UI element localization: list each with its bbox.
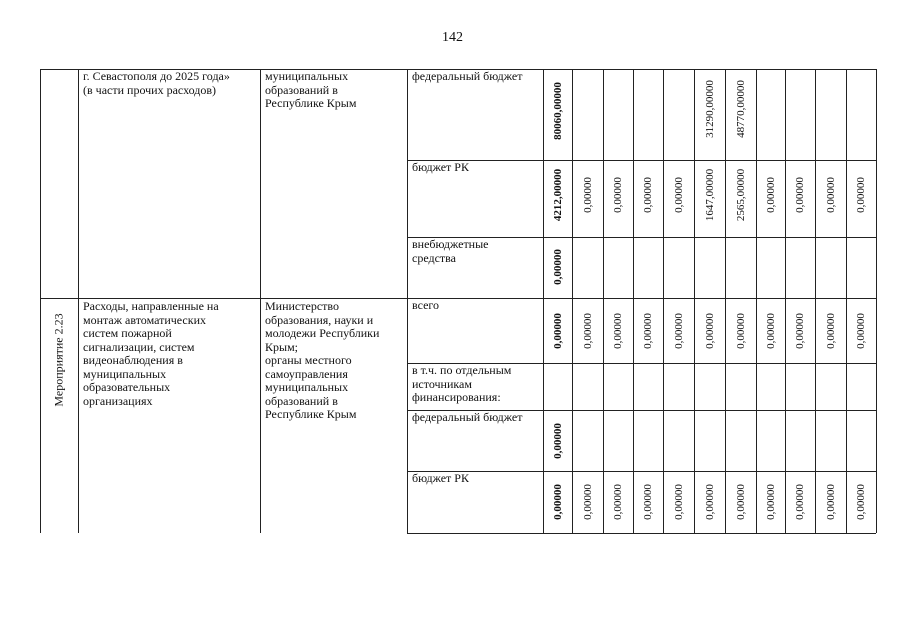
year-value: 1647,00000: [703, 168, 716, 222]
column-rule: [78, 69, 79, 298]
column-rule: [633, 69, 634, 298]
total-value: 0,00000: [551, 312, 564, 349]
year-value: 31290,00000: [703, 80, 716, 138]
column-rule: [846, 298, 847, 533]
column-rule: [407, 298, 408, 533]
year-value: 0,00000: [672, 484, 685, 520]
column-rule: [725, 69, 726, 298]
column-rule: [572, 298, 573, 533]
executor-name: Министерство образования, науки и молодежи Республики Крым; органы местного самоуправления муниципальных образований в Республике Крым: [265, 299, 380, 421]
total-value: 80060,00000: [551, 82, 564, 140]
year-value: 0,00000: [581, 484, 594, 520]
year-value: 0,00000: [703, 484, 716, 520]
column-rule: [543, 69, 544, 298]
table-bottom-rule: [407, 533, 876, 534]
total-value: 0,00000: [551, 484, 564, 520]
year-value: 0,00000: [824, 177, 837, 213]
column-rule: [572, 69, 573, 298]
total-value: 0,00000: [551, 422, 564, 459]
column-rule: [694, 69, 695, 298]
column-rule: [785, 298, 786, 533]
year-value: 48770,00000: [734, 80, 747, 138]
measure-name: г. Севастополя до 2025 года» (в части прочих расходов): [83, 69, 230, 97]
year-value: 0,00000: [824, 312, 837, 349]
column-rule: [603, 69, 604, 298]
column-rule: [876, 69, 877, 298]
year-value: 0,00000: [855, 312, 867, 349]
funding-source: всего: [412, 298, 440, 312]
year-value: 0,00000: [794, 312, 806, 349]
year-value: 0,00000: [642, 177, 654, 213]
funding-source: федеральный бюджет: [412, 410, 523, 424]
column-rule: [260, 298, 261, 533]
column-rule: [78, 298, 79, 533]
year-value: 0,00000: [672, 177, 685, 213]
column-rule: [40, 298, 41, 533]
year-value: 0,00000: [855, 484, 867, 520]
year-value: 0,00000: [764, 177, 777, 213]
page-number: 142: [442, 30, 463, 45]
column-rule: [756, 69, 757, 298]
column-rule: [260, 69, 261, 298]
year-value: 0,00000: [824, 484, 837, 520]
measure-name: Расходы, направленные на монтаж автоматических систем пожарной сигнализации, систем видеонаблюдения в муниципальных образовательных организациях: [83, 299, 219, 408]
year-value: 0,00000: [672, 312, 685, 349]
funding-source: бюджет РК: [412, 471, 469, 485]
total-value: 4212,00000: [551, 168, 564, 222]
year-value: 0,00000: [642, 484, 654, 520]
column-rule: [694, 298, 695, 533]
funding-source: федеральный бюджет: [412, 69, 523, 83]
funding-source: бюджет РК: [412, 160, 469, 174]
funding-source: внебюджетные средства: [412, 237, 489, 265]
year-value: 0,00000: [794, 484, 806, 520]
year-value: 0,00000: [642, 312, 654, 349]
year-value: 0,00000: [734, 484, 747, 520]
year-value: 0,00000: [581, 177, 594, 213]
executor-name: муниципальных образований в Республике Крым: [265, 69, 357, 110]
column-rule: [876, 298, 877, 533]
column-rule: [725, 298, 726, 533]
column-rule: [407, 69, 408, 298]
column-rule: [663, 69, 664, 298]
year-value: 0,00000: [703, 312, 716, 349]
year-value: 0,00000: [581, 312, 594, 349]
column-rule: [663, 298, 664, 533]
year-value: 0,00000: [764, 484, 777, 520]
measure-label: Мероприятие 2.23: [51, 313, 66, 407]
column-rule: [815, 69, 816, 298]
column-rule: [633, 298, 634, 533]
year-value: 0,00000: [794, 177, 806, 213]
year-value: 2565,00000: [734, 168, 747, 222]
total-value: 0,00000: [551, 249, 564, 285]
column-rule: [603, 298, 604, 533]
column-rule: [785, 69, 786, 298]
year-value: 0,00000: [612, 312, 624, 349]
year-value: 0,00000: [612, 177, 624, 213]
column-rule: [756, 298, 757, 533]
year-value: 0,00000: [855, 177, 867, 213]
column-rule: [543, 298, 544, 533]
year-value: 0,00000: [764, 312, 777, 349]
column-rule: [40, 69, 41, 298]
column-rule: [846, 69, 847, 298]
year-value: 0,00000: [612, 484, 624, 520]
column-rule: [815, 298, 816, 533]
year-value: 0,00000: [734, 312, 747, 349]
funding-source: в т.ч. по отдельным источникам финансирования:: [412, 363, 512, 404]
